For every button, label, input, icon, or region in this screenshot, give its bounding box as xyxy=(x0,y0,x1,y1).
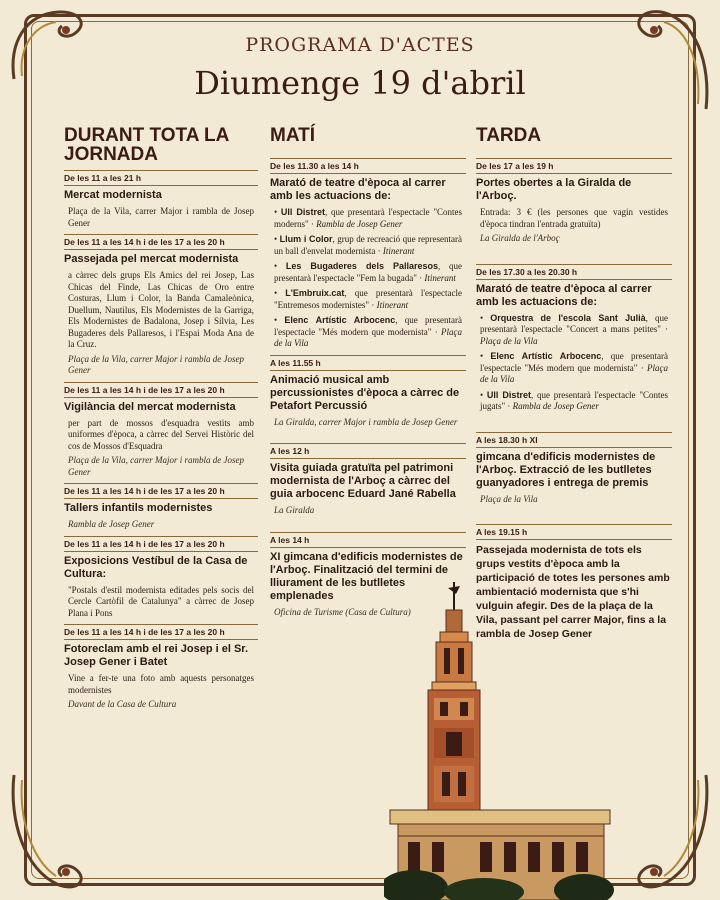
entry-title: Marató de teatre d'època al carrer amb les actuacions de: xyxy=(476,282,652,308)
entry-title: Portes obertes a la Giralda de l'Arboç. xyxy=(476,177,632,202)
entry-place: La Giralda xyxy=(274,505,315,515)
entry-time: A les 11.55 h xyxy=(270,358,466,371)
act-item: • Elenc Artístic Arbocenc, que presentarà l'espectacle "Més modern que modernista" · Plaça de la Vila xyxy=(274,315,462,348)
act-place: Plaça de la Vila xyxy=(274,326,462,348)
entry-place: Davant de la Casa de Cultura xyxy=(68,699,177,709)
entry-title: Fotoreclam amb el rei Josep i el Sr. Josep Gener i Batet xyxy=(64,643,249,668)
entry-place: Plaça de la Vila, carrer Major i rambla de Josep Gener xyxy=(68,455,244,477)
all-day-column xyxy=(64,126,258,716)
entry-title: gimcana d'edificis modernistes de l'Arboç. Extracció de les butlletes guanyadores i entrega de premis xyxy=(476,450,656,489)
all-day-heading: DURANT TOTA LA JORNADA xyxy=(64,125,229,165)
act-place: Rambla de Josep Gener xyxy=(316,218,403,229)
entry-time: De les 11 a les 14 h i de les 17 a les 20 h xyxy=(64,237,258,250)
entry-time: De les 11 a les 14 h i de les 17 a les 20 h xyxy=(64,539,258,552)
corner-ornament-bottom-left-icon xyxy=(4,770,94,896)
all-day-entry xyxy=(64,234,258,377)
act-place: Plaça de la Vila xyxy=(480,335,538,346)
entry-title: Exposicions Vestíbul de la Casa de Cultura: xyxy=(64,554,248,580)
entry-title: XI gimcana d'edificis modernistes de l'Arboç. Finalització del termini de lliurament de les butlletes emplenades xyxy=(270,550,463,602)
morning-entry xyxy=(270,355,466,429)
giralda-tower-illustration xyxy=(384,580,614,900)
entry-time: A les 12 h xyxy=(270,446,466,459)
entry-time: De les 17.30 a les 20.30 h xyxy=(476,267,672,280)
morning-entry xyxy=(270,158,466,350)
entry-time: A les 18.30 h XI xyxy=(476,435,672,448)
morning-heading: MATÍ xyxy=(270,125,316,146)
entry-place: La Giralda de l'Arboç xyxy=(480,233,560,243)
entry-desc: "Postals d'estil modernista editades pels socis del Cercle Cartòfil de Catalunya" a càrrec de Josep Plana i Pons xyxy=(68,584,254,618)
program-subtitle: PROGRAMA D'ACTES xyxy=(245,34,475,56)
act-item: • Elenc Artístic Arbocenc, que presentarà l'espectacle "Més modern que modernista" · Plaça de la Vila xyxy=(480,351,668,384)
act-name: Elenc Artístic Arbocenc xyxy=(284,315,396,325)
entry-desc: per part de mossos d'esquadra vestits amb uniformes d'època, a càrrec del Servei Històric del cos de Mossos d'Esquadra xyxy=(68,417,254,451)
entry-title: Marató de teatre d'època al carrer amb les actuacions de: xyxy=(270,177,446,202)
morning-column xyxy=(270,126,466,623)
act-text: , que presentarà l'espectacle "Més modern que modernista" · xyxy=(274,315,462,337)
entry-place: Plaça de la Vila xyxy=(480,493,538,504)
entry-title: Visita guiada gratuïta pel patrimoni modernista de l'Arboç a càrrec del guia arbocenc Eduard Jané Rabella xyxy=(270,462,456,500)
afternoon-entry xyxy=(476,264,672,413)
act-item: • Ull Distret, que presentarà l'espectacle "Contes moderns" · Rambla de Josep Gener xyxy=(274,207,462,229)
program-date-title: Diumenge 19 d'abril xyxy=(194,64,526,102)
act-item: • Ull Distret, que presentarà l'espectacle "Contes jugats" · Rambla de Josep Gener xyxy=(480,389,668,411)
entry-place: Rambla de Josep Gener xyxy=(68,519,155,529)
all-day-entry xyxy=(64,382,258,479)
act-place: Itinerant xyxy=(376,299,409,310)
act-place: Plaça de la Vila xyxy=(480,362,668,384)
act-name: Les Bugaderes dels Pallaresos xyxy=(285,261,438,271)
act-place: Rambla de Josep Gener xyxy=(512,401,599,411)
entry-time: A les 14 h xyxy=(270,535,466,548)
morning-entry xyxy=(270,443,466,517)
act-name: Ull Distret xyxy=(486,389,531,400)
entry-place: La Giralda, carrer Major i rambla de Josep Gener xyxy=(274,416,458,427)
act-name: L'Embruix.cat xyxy=(285,288,345,298)
entry-title: Tallers infantils modernistes xyxy=(64,502,213,514)
act-item: • Llum i Color, grup de recreació que representarà un ball d'envelat modernista · Itinerant xyxy=(274,234,463,256)
afternoon-entry xyxy=(476,158,672,245)
entry-time: De les 11 a les 21 h xyxy=(64,173,258,186)
entry-desc: Vine a fer-te una foto amb aquests personatges modernistes xyxy=(68,673,254,695)
act-text: , que presentarà l'espectacle "Contes jugats" · xyxy=(480,389,668,411)
entry-time: A les 19.15 h xyxy=(476,527,672,540)
act-text: , grup de recreació que representarà un ball d'envelat modernista · xyxy=(274,234,463,256)
entry-desc: Entrada: 3 € (les persones que vagin vestides d'època tindran l'entrada gratuïta) xyxy=(480,207,668,229)
afternoon-entry xyxy=(476,432,672,506)
act-text: , que presentarà l'espectacle "Entremesos modernistes" · xyxy=(274,288,462,310)
all-day-entry xyxy=(64,624,258,711)
entry-time: De les 11 a les 14 h i de les 17 a les 20 h xyxy=(64,385,258,398)
all-day-entry xyxy=(64,483,258,531)
act-name: Ull Distret xyxy=(280,207,325,217)
act-place: Itinerant xyxy=(424,272,456,283)
act-item: • Les Bugaderes dels Pallaresos, que presentarà l'espectacle "Fem la bugada" · Itinerant xyxy=(274,261,462,283)
act-text: , que presentarà l'espectacle "Més modern que modernista" · xyxy=(480,351,668,373)
act-name: Orquestra de l'escola Sant Julià xyxy=(490,312,646,323)
act-text: , que presentarà l'espectacle "Fem la bugada" · xyxy=(274,261,462,283)
all-day-entry xyxy=(64,536,258,620)
act-place: Itinerant xyxy=(382,245,415,256)
entry-time: De les 11.30 a les 14 h xyxy=(270,161,466,174)
entry-time: De les 11 a les 14 h i de les 17 a les 20 h xyxy=(64,627,258,640)
afternoon-heading: TARDA xyxy=(476,125,542,146)
act-text: , que presentarà l'espectacle "Concert a mans petites" · xyxy=(480,312,668,334)
entry-title: Animació musical amb percussionistes d'època a càrrec de Petafort Percussió xyxy=(270,373,460,412)
entry-desc: Plaça de la Vila, carrer Major i rambla de Josep Gener xyxy=(68,206,254,228)
act-item: • L'Embruix.cat, que presentarà l'espectacle "Entremesos modernistes" · Itinerant xyxy=(274,288,462,310)
entry-place: Plaça de la Vila, carrer Major i rambla de Josep Gener xyxy=(68,353,244,375)
entry-title: Mercat modernista xyxy=(64,189,162,201)
entry-desc: a càrrec dels grups Els Amics del rei Josep, Las Chicas del Finde, Las Chicas de Oro entre Costuras, Llum i Color, la Banda Camaleònica, Duellum, Nautilus, Els Modernistes de la Garriga, Els Modernistes de Badalona, Josep i Sílvia, Les Bugaderes dels Pallaresos, i l'Espai Moda Ana de la Cruz. xyxy=(68,270,254,349)
entry-place: Oficina de Turisme (Casa de Cultura) xyxy=(274,606,411,617)
all-day-entry xyxy=(64,170,258,229)
entry-title: Vigilància del mercat modernista xyxy=(64,400,236,413)
act-name: Elenc Artístic Arbocenc xyxy=(490,351,602,361)
entry-desc: Passejada modernista de tots els grups vestits d'època amb la participació de totes les persones amb ambientació modernista que s'hi vulguin afegir. Des de la plaça de la Vila, passant pel carrer Major, fins a la rambla de Josep Gener xyxy=(476,544,670,640)
entry-time: De les 11 a les 14 h i de les 17 a les 20 h xyxy=(64,486,258,499)
entry-title: Passejada pel mercat modernista xyxy=(64,253,239,265)
corner-ornament-bottom-right-icon xyxy=(626,770,716,896)
entry-time: De les 17 a les 19 h xyxy=(476,161,672,174)
act-name: Llum i Color xyxy=(279,234,333,244)
act-text: , que presentarà l'espectacle "Contes moderns" · xyxy=(274,207,462,229)
afternoon-column xyxy=(476,126,672,646)
act-item: • Orquestra de l'escola Sant Julià, que presentarà l'espectacle "Concert a mans petites" · Plaça de la Vila xyxy=(480,312,668,346)
